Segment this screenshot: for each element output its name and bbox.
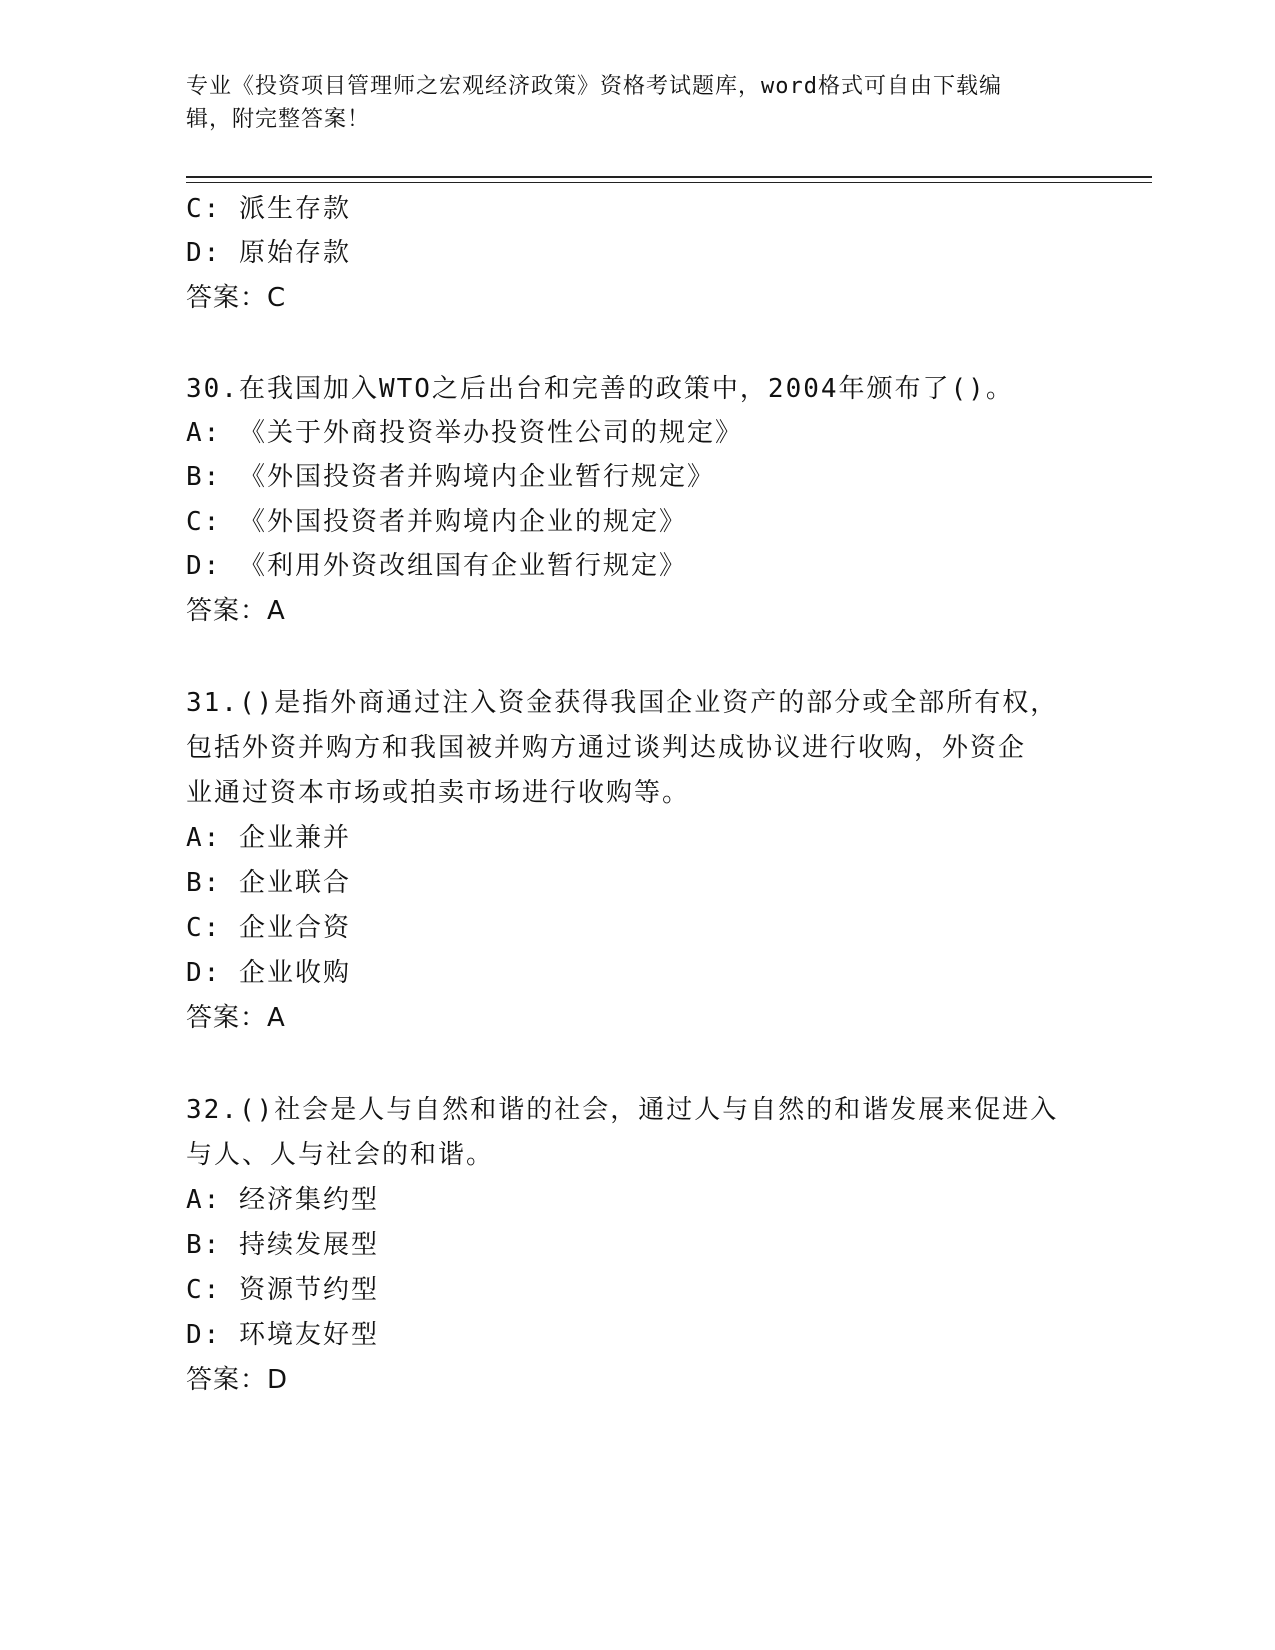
q30-answer: 答案：A	[186, 596, 286, 626]
q30-option-d: D: 《利用外资改组国有企业暂行规定》	[186, 551, 687, 581]
q31-option-d: D: 企业收购	[186, 958, 351, 988]
q31-option-a: A: 企业兼并	[186, 823, 351, 853]
header-divider-thin	[186, 182, 1152, 183]
q32-option-b: B: 持续发展型	[186, 1230, 379, 1260]
q31-stem-line-1: 31.()是指外商通过注入资金获得我国企业资产的部分或全部所有权，	[186, 688, 1059, 718]
prev-option-d: D: 原始存款	[186, 238, 351, 268]
q31-stem-line-2: 包括外资并购方和我国被并购方通过谈判达成协议进行收购，外资企	[186, 733, 1027, 763]
document-header	[186, 70, 1076, 136]
prev-option-c: C: 派生存款	[186, 194, 351, 224]
q32-option-d: D: 环境友好型	[186, 1320, 379, 1350]
q32-option-a: A: 经济集约型	[186, 1185, 379, 1215]
prev-answer: 答案：C	[186, 283, 287, 313]
q30-option-b: B: 《外国投资者并购境内企业暂行规定》	[186, 462, 715, 492]
q32-option-c: C: 资源节约型	[186, 1275, 379, 1305]
q32-answer: 答案：D	[186, 1365, 289, 1395]
q31-answer: 答案：A	[186, 1003, 286, 1033]
q31-stem-line-3: 业通过资本市场或拍卖市场进行收购等。	[186, 778, 691, 808]
header-divider-thick	[186, 176, 1152, 178]
header-line-2: 辑，附完整答案！	[186, 107, 371, 132]
q32-stem-line-2: 与人、人与社会的和谐。	[186, 1140, 495, 1170]
q31-option-c: C: 企业合资	[186, 913, 351, 943]
q30-option-c: C: 《外国投资者并购境内企业的规定》	[186, 507, 687, 537]
q31-option-b: B: 企业联合	[186, 868, 351, 898]
q30-option-a: A: 《关于外商投资举办投资性公司的规定》	[186, 418, 743, 448]
header-line-1: 专业《投资项目管理师之宏观经济政策》资格考试题库，word格式可自由下载编	[186, 74, 1002, 99]
q30-stem: 30.在我国加入WTO之后出台和完善的政策中，2004年颁布了()。	[186, 374, 1014, 404]
q32-stem-line-1: 32.()社会是人与自然和谐的社会，通过人与自然的和谐发展来促进入	[186, 1095, 1059, 1125]
